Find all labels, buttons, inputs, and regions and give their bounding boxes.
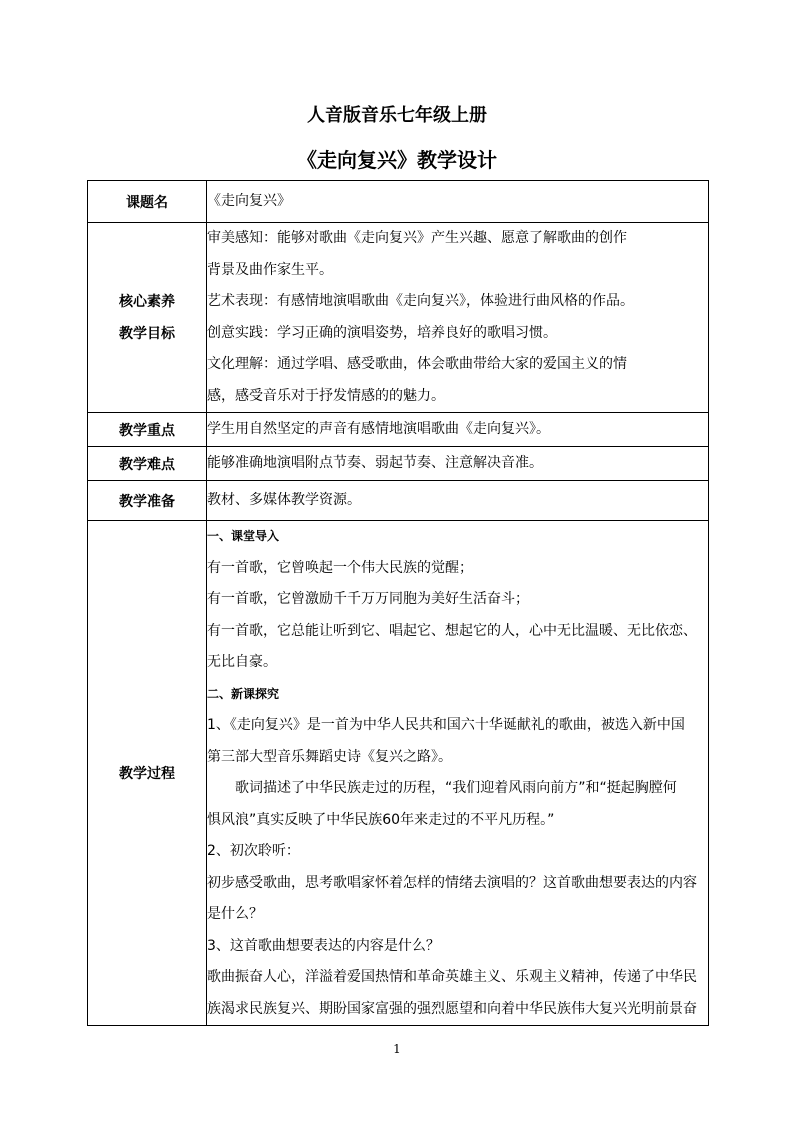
objectives-line: 创意实践：学习正确的演唱姿势，培养良好的歌唱习惯。 <box>207 324 557 341</box>
preparation-value <box>207 481 709 521</box>
process-line: 歌曲振奋人心，洋溢着爱国热情和革命英雄主义、乐观主义精神，传递了中华民 <box>207 969 697 985</box>
topic-text: 《走向复兴》 <box>207 192 291 209</box>
process-line: 1、《走向复兴》是一首为中华人民共和国六十华诞献礼的歌曲，被选入新中国 <box>207 717 685 733</box>
process-section-heading: 一、课堂导入 <box>207 529 280 543</box>
objectives-content <box>207 223 709 413</box>
process-section-heading: 二、新课探究 <box>207 686 280 701</box>
process-line: 第三部大型音乐舞蹈史诗《复兴之路》。 <box>207 748 452 765</box>
objectives-label-line-1: 核心素养 <box>119 293 175 310</box>
process-line: 有一首歌，它曾激励千千万万同胞为美好生活奋斗； <box>207 591 529 607</box>
objectives-line: 背景及曲作家生平。 <box>207 261 333 278</box>
objectives-label <box>88 223 207 413</box>
objectives-line: 审美感知：能够对歌曲《走向复兴》产生兴趣、愿意了解歌曲的创作 <box>207 230 627 246</box>
process-label: 教学过程 <box>88 521 207 1026</box>
topic-label: 课题名 <box>88 181 207 223</box>
document-title: 人音版音乐七年级上册 <box>307 105 487 126</box>
difficulty-label: 教学难点 <box>88 447 207 481</box>
objectives-label-line-2: 教学目标 <box>119 325 175 342</box>
topic-value <box>207 181 709 223</box>
key-point-text: 学生用自然坚定的声音有感情地演唱歌曲《走向复兴》。 <box>207 420 550 437</box>
document-subtitle: 《走向复兴》教学设计 <box>297 148 497 172</box>
process-line: 初步感受歌曲，思考歌唱家怀着怎样的情绪去演唱的？这首歌曲想要表达的内容 <box>207 874 697 891</box>
process-line: 是什么？ <box>207 906 263 922</box>
objectives-line: 艺术表现：有感情地演唱歌曲《走向复兴》，体验进行曲风格的作品。 <box>207 293 634 309</box>
preparation-label: 教学准备 <box>88 481 207 521</box>
table-row-process <box>88 521 709 1026</box>
process-line: 3、这首歌曲想要表达的内容是什么？ <box>207 937 440 954</box>
page-number: 1 <box>393 1042 401 1056</box>
process-line: 无比自豪。 <box>207 654 277 670</box>
key-point-value <box>207 413 709 447</box>
process-line: 族渴求民族复兴、期盼国家富强的强烈愿望和向着中华民族伟大复兴光明前景奋 <box>207 1000 697 1017</box>
process-line: 惧风浪”真实反映了中华民族60年来走过的不平凡历程。” <box>207 811 555 828</box>
objectives-line: 感，感受音乐对于抒发情感的的魅力。 <box>207 387 445 404</box>
process-content <box>207 521 709 1026</box>
process-line: 歌词描述了中华民族走过的历程，“我们迎着风雨向前方”和“挺起胸膛何 <box>235 780 677 796</box>
process-line: 有一首歌，它曾唤起一个伟大民族的觉醒； <box>207 559 473 576</box>
process-line: 有一首歌，它总能让听到它、唱起它、想起它的人，心中无比温暖、无比依恋、 <box>207 622 697 639</box>
key-point-label: 教学重点 <box>88 413 207 447</box>
table-row-key-point <box>88 413 709 447</box>
difficulty-value <box>207 447 709 481</box>
lesson-plan-table <box>87 180 709 1026</box>
table-row-topic <box>88 181 709 223</box>
preparation-text: 教材、多媒体教学资源。 <box>207 491 361 508</box>
table-row-objectives <box>88 223 709 413</box>
objectives-line: 文化理解：通过学唱、感受歌曲，体会歌曲带给大家的爱国主义的情 <box>207 356 627 372</box>
table-row-difficulty <box>88 447 709 481</box>
process-line: 2、初次聆听： <box>207 843 300 859</box>
table-row-preparation <box>88 481 709 521</box>
difficulty-text: 能够准确地演唱附点节奏、弱起节奏、注意解决音准。 <box>207 454 543 471</box>
